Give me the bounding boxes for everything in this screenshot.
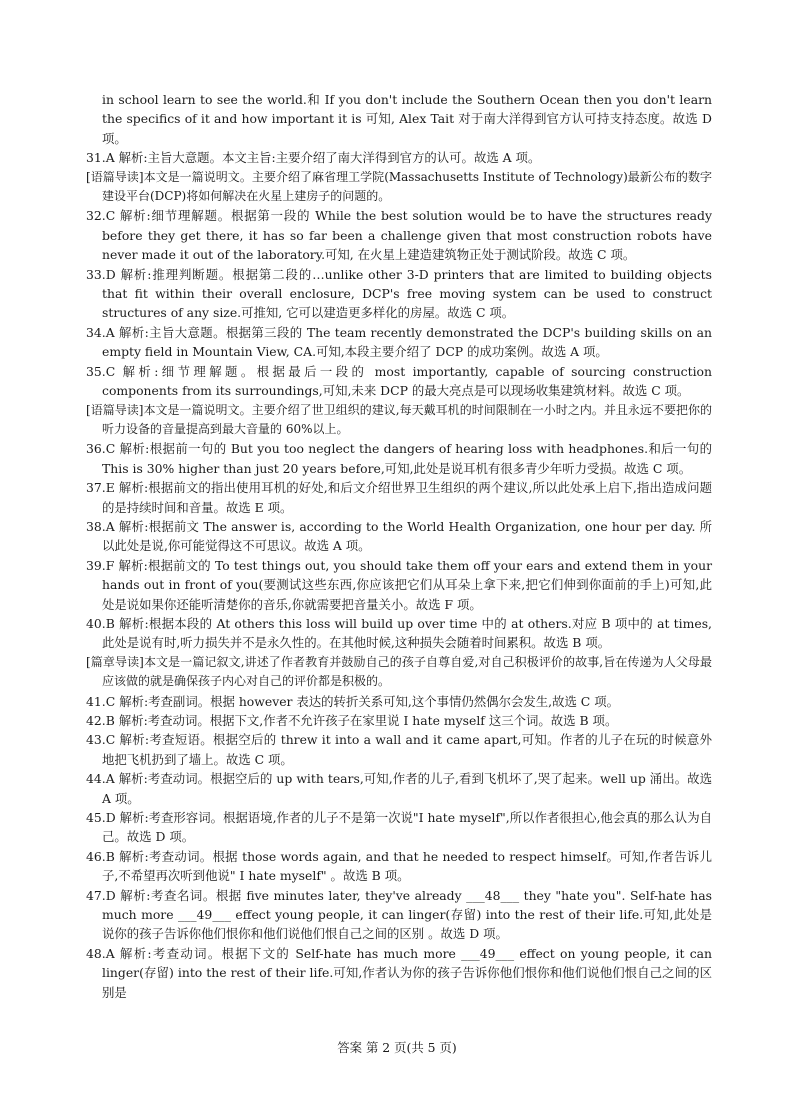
answer-explanation: 解析:根据前一句的 But you too neglect the dangers of hearing loss with headphones.和后一句的 This is 30% higher than just 20 years before,可知,此处是说耳机有很多青少年听力受损。故选 C 项。 <box>102 441 712 476</box>
answer-item <box>86 148 712 167</box>
answer-item <box>86 944 712 1002</box>
guide-text: 本文是一篇说明文。主要介绍了麻省理工学院(Massachusetts Institute of Technology)最新公布的数字建设平台(DCP)将如何解决在火星上建房子的问题的。 <box>102 169 712 204</box>
answer-item <box>86 692 712 711</box>
answer-item <box>86 808 712 847</box>
answer-number: 37.E <box>86 480 115 496</box>
answer-item <box>86 265 712 323</box>
answer-explanation: 解析:细节理解题。根据最后一段的 most importantly, capable of sourcing construction components from its surroundings,可知,未来 DCP 的最大亮点是可以现场收集建筑材料。故选 C 项。 <box>102 363 712 399</box>
answer-explanation: 解析:根据前文的 To test things out, you should take them off your ears and extend them in your hands out in front of you(要测试这些东西,你应该把它们从耳朵上拿下来,把它们伸到你面前的手上)可知,此处是说如果你还能听清楚你的音乐,你就需要把音量关小。故选 F 项。 <box>102 557 712 612</box>
guide-tag: [语篇导读] <box>86 169 144 184</box>
answer-number: 31.A <box>86 150 115 166</box>
page-footer: 答案 第 2 页(共 5 页) <box>337 1040 457 1055</box>
answer-number: 33.D <box>86 266 116 282</box>
answer-number: 34.A <box>86 324 115 340</box>
answer-number: 36.C <box>86 441 116 457</box>
guide-text: 本文是一篇说明文。主要介绍了世卫组织的建议,每天戴耳机的时间限制在一小时之内。并且永远不要把你的听力设备的音量提高到最大音量的 60%以上。 <box>102 402 712 436</box>
reading-guide <box>86 401 712 440</box>
answer-explanation: 解析:考查动词。根据 those words again, and that he needed to respect himself。可知,作者告诉儿子,不希望再次听到他说" I hate myself" 。故选 B 项。 <box>102 848 712 884</box>
answer-number: 46.B <box>86 848 115 864</box>
answer-explanation: 解析:考查名词。根据 five minutes later, they've already ___48___ they "hate you". Self-hate has much more ___49___ effect young people, it can linger(存留) into the rest of their life.可知,此处是说你的孩子告诉你他们恨你和他们说他们恨自己之间的区别 。故选 D 项。 <box>102 887 712 942</box>
answer-item <box>86 478 712 517</box>
answer-explanation: 解析:考查副词。根据 however 表达的转折关系可知,这个事情仍然偶尔会发生,故选 C 项。 <box>119 693 619 709</box>
reading-guide <box>86 168 712 207</box>
answer-number: 47.D <box>86 887 116 903</box>
answer-explanation: 解析:考查短语。根据空后的 threw it into a wall and it came apart,可知。作者的儿子在玩的时候意外地把飞机扔到了墙上。故选 C 项。 <box>102 732 712 767</box>
answer-item <box>86 886 712 944</box>
reading-guide <box>86 653 712 692</box>
answer-number: 41.C <box>86 693 116 709</box>
answer-number: 48.A <box>86 945 115 961</box>
answer-explanation: 解析:主旨大意题。本文主旨:主要介绍了南大洋得到官方的认可。故选 A 项。 <box>118 150 541 166</box>
answer-explanation: 解析:根据前文的指出使用耳机的好处,和后文介绍世界卫生组织的两个建议,所以此处承上启下,指出造成问题的是持续时间和音量。故选 E 项。 <box>102 480 712 515</box>
answer-explanation: 解析:考查动词。根据下文,作者不允许孩子在家里说 I hate myself 这三个词。故选 B 项。 <box>118 713 618 728</box>
answer-number: 32.C <box>86 208 116 224</box>
answer-number: 39.F <box>86 557 115 573</box>
answer-explanation: 解析:考查形容词。根据语境,作者的儿子不是第一次说"I hate myself",所以作者很担心,他会真的那么认为自己。故选 D 项。 <box>102 810 712 845</box>
answer-explanation: 解析:考查动词。根据下文的 Self-hate has much more ___49___ effect on young people, it can linger(存留) into the rest of their life.可知,作者认为你的孩子告诉你他们恨你和他们说他们恨自己之间的区别是 <box>102 945 712 1000</box>
answer-number: 38.A <box>86 518 115 534</box>
answer-number: 35.C <box>86 363 116 379</box>
answer-explanation: 解析:细节理解题。根据第一段的 While the best solution would be to have the structures ready before they get there, it has so far been a challenge given that most construction robots have never made it out of the laboratory.可知, 在火星上建造建筑物正处于测试阶段。故选 C 项。 <box>102 208 712 263</box>
answer-number: 42.B <box>86 713 115 728</box>
answer-list <box>86 148 712 1002</box>
answer-item <box>86 556 712 614</box>
answer-item <box>86 711 712 730</box>
answer-explanation: 解析:根据本段的 At others this loss will build up over time 中的 at others.对应 B 项中的 at times,此处是说有时,听力损失并不是永久性的。在其他时候,这种损失会随着时间累积。故选 B 项。 <box>102 615 712 651</box>
answer-item <box>86 517 712 556</box>
answer-item <box>86 439 712 478</box>
answer-explanation: 解析:推理判断题。根据第二段的…unlike other 3-D printers that are limited to building objects that fit within their overall enclosure, DCP's free moving system can be used to construct structures of any size.可推知, 它可以建造更多样化的房屋。故选 C 项。 <box>102 266 712 321</box>
guide-tag: [篇章导读] <box>86 654 144 669</box>
answer-explanation: 解析:主旨大意题。根据第三段的 The team recently demonstrated the DCP's building skills on an empty field in Mountain View, CA.可知,本段主要介绍了 DCP 的成功案例。故选 A 项。 <box>102 324 712 360</box>
answer-item <box>86 614 712 653</box>
guide-text: 本文是一篇记叙文,讲述了作者教育并鼓励自己的孩子自尊自爱,对自己积极评价的故事,旨在传递为人父母最应该做的就是确保孩子内心对自己的评价都是积极的。 <box>102 654 712 689</box>
answer-number: 40.B <box>86 615 115 631</box>
answer-number: 45.D <box>86 810 116 826</box>
answer-number: 43.C <box>86 732 116 748</box>
answer-explanation: 解析:根据前文 The answer is, according to the World Health Organization, one hour per day. 所以此处是说,你可能觉得这不可思议。故选 A 项。 <box>102 518 712 554</box>
answer-item <box>86 769 712 808</box>
continuation-text: in school learn to see the world.和 If you don't include the Southern Ocean then you don't learn the specifics of it and how important it is 可知, Alex Tait 对于南大洋得到官方认可持支持态度。故选 D 项。 <box>102 92 712 146</box>
answer-item <box>86 362 712 401</box>
answer-item <box>86 323 712 362</box>
answer-item <box>86 206 712 264</box>
answer-item <box>86 847 712 886</box>
answer-number: 44.A <box>86 771 115 787</box>
answer-explanation: 解析:考查动词。根据空后的 up with tears,可知,作者的儿子,看到飞机坏了,哭了起来。well up 涌出。故选 A 项。 <box>102 771 712 806</box>
guide-tag: [语篇导读] <box>86 402 144 417</box>
answer-item <box>86 730 712 769</box>
